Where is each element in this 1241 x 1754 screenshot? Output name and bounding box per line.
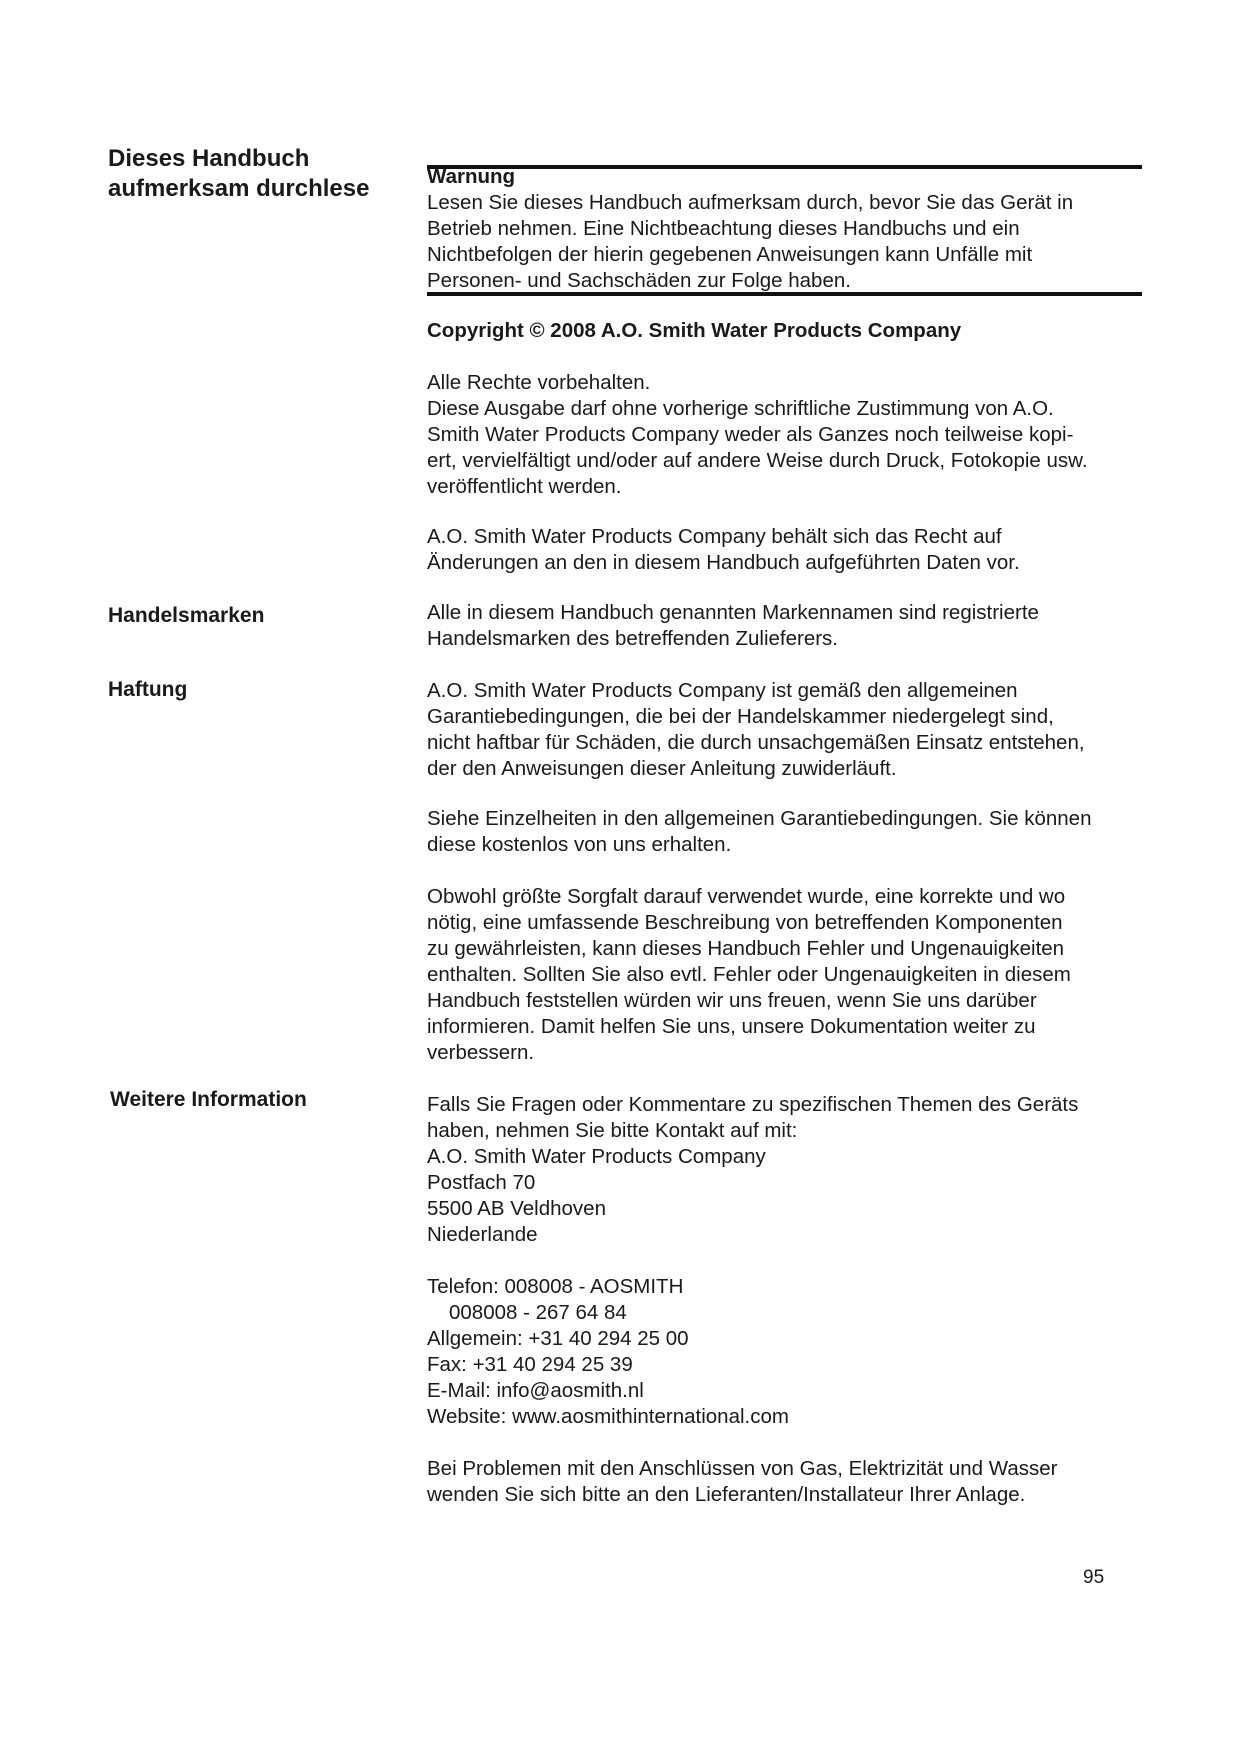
paragraph-line: nötig, eine umfassende Beschreibung von betreffenden Komponenten [427,911,1063,934]
paragraph-line: Obwohl größte Sorgfalt darauf verwendet wurde, eine korrekte und wo [427,885,1066,908]
paragraph-line: Garantiebedingungen, die bei der Handelskammer niedergelegt sind, [427,705,1054,728]
paragraph-line: Siehe Einzelheiten in den allgemeinen Garantiebedingungen. Sie können [427,807,1092,830]
postal-city: 5500 AB Veldhoven [427,1197,606,1220]
paragraph-line: informieren. Damit helfen Sie uns, unsere Dokumentation weiter zu [427,1015,1036,1038]
paragraph-line: nicht haftbar für Schäden, die durch unsachgemäßen Einsatz entstehen, [427,731,1085,754]
warning-line: Personen- und Sachschäden zur Folge haben. [427,269,851,292]
trademarks-paragraph [427,600,1147,652]
paragraph-line: zu gewährleisten, kann dieses Handbuch Fehler und Ungenauigkeiten [427,937,1065,960]
paragraph-line: A.O. Smith Water Products Company ist gemäß den allgemeinen [427,679,1018,702]
paragraph-line: der den Anweisungen dieser Anleitung zuwiderläuft. [427,757,897,780]
warning-title: Warnung [427,165,516,188]
liability-paragraph-2 [427,806,1147,858]
liability-paragraph-3 [427,884,1147,1066]
closing-paragraph [427,1456,1147,1508]
page-number: 95 [1083,1567,1105,1588]
paragraph-line: enthalten. Sollten Sie also evtl. Fehler oder Ungenauigkeiten in diesem [427,963,1071,986]
paragraph-line: ert, vervielfältigt und/oder auf andere Weise durch Druck, Fotokopie usw. [427,449,1088,472]
paragraph-line: Handbuch feststellen würden wir uns freuen, wenn Sie uns darüber [427,989,1037,1012]
website-line: Website: www.aosmithinternational.com [427,1405,789,1428]
paragraph-line: Änderungen an den in diesem Handbuch aufgeführten Daten vor. [427,551,1020,574]
warning-box [427,164,1147,294]
paragraph-line: A.O. Smith Water Products Company behält sich das Recht auf [427,525,1002,548]
country: Niederlande [427,1223,538,1246]
page-title-line-2: aufmerksam durchlese [108,175,370,202]
paragraph-line: Alle Rechte vorbehalten. [427,371,651,394]
phone-line: Telefon: 008008 - AOSMITH [427,1275,684,1298]
contact-details [427,1274,1147,1430]
paragraph-line: haben, nehmen Sie bitte Kontakt auf mit: [427,1119,798,1142]
paragraph-line: Handelsmarken des betreffenden Zulieferers. [427,627,838,650]
copyright-paragraph-2 [427,524,1147,576]
paragraph-line: diese kostenlos von uns erhalten. [427,833,732,856]
trademarks-heading: Handelsmarken [108,604,265,627]
page-title [108,144,408,204]
paragraph-line: veröffentlicht werden. [427,475,622,498]
copyright-title: Copyright © 2008 A.O. Smith Water Products Company [427,319,962,342]
company-name: A.O. Smith Water Products Company [427,1145,766,1168]
postal-box: Postfach 70 [427,1171,536,1194]
page-title-line-1: Dieses Handbuch [108,145,310,172]
paragraph-line: Smith Water Products Company weder als Ganzes noch teilweise kopi- [427,423,1074,446]
info-paragraph [427,1092,1147,1248]
paragraph-line: Alle in diesem Handbuch genannten Markennamen sind registrierte [427,601,1039,624]
copyright-paragraph-1 [427,370,1147,500]
info-heading: Weitere Information [110,1088,307,1111]
paragraph-line: Bei Problemen mit den Anschlüssen von Gas, Elektrizität und Wasser [427,1457,1058,1480]
paragraph-line: Falls Sie Fragen oder Kommentare zu spezifischen Themen des Geräts [427,1093,1079,1116]
general-phone-line: Allgemein: +31 40 294 25 00 [427,1327,689,1350]
fax-line: Fax: +31 40 294 25 39 [427,1353,633,1376]
liability-heading: Haftung [108,678,188,701]
warning-line: Nichtbefolgen der hierin gegebenen Anweisungen kann Unfälle mit [427,243,1033,266]
email-line: E-Mail: info@aosmith.nl [427,1379,644,1402]
warning-line: Betrieb nehmen. Eine Nichtbeachtung dieses Handbuchs und ein [427,217,1020,240]
paragraph-line: Diese Ausgabe darf ohne vorherige schriftliche Zustimmung von A.O. [427,397,1054,420]
warning-line: Lesen Sie dieses Handbuch aufmerksam durch, bevor Sie das Gerät in [427,191,1074,214]
paragraph-line: wenden Sie sich bitte an den Lieferanten/Installateur Ihrer Anlage. [427,1483,1026,1506]
phone-line-2: 008008 - 267 64 84 [449,1301,627,1324]
liability-paragraph-1 [427,678,1147,782]
paragraph-line: verbessern. [427,1041,535,1064]
